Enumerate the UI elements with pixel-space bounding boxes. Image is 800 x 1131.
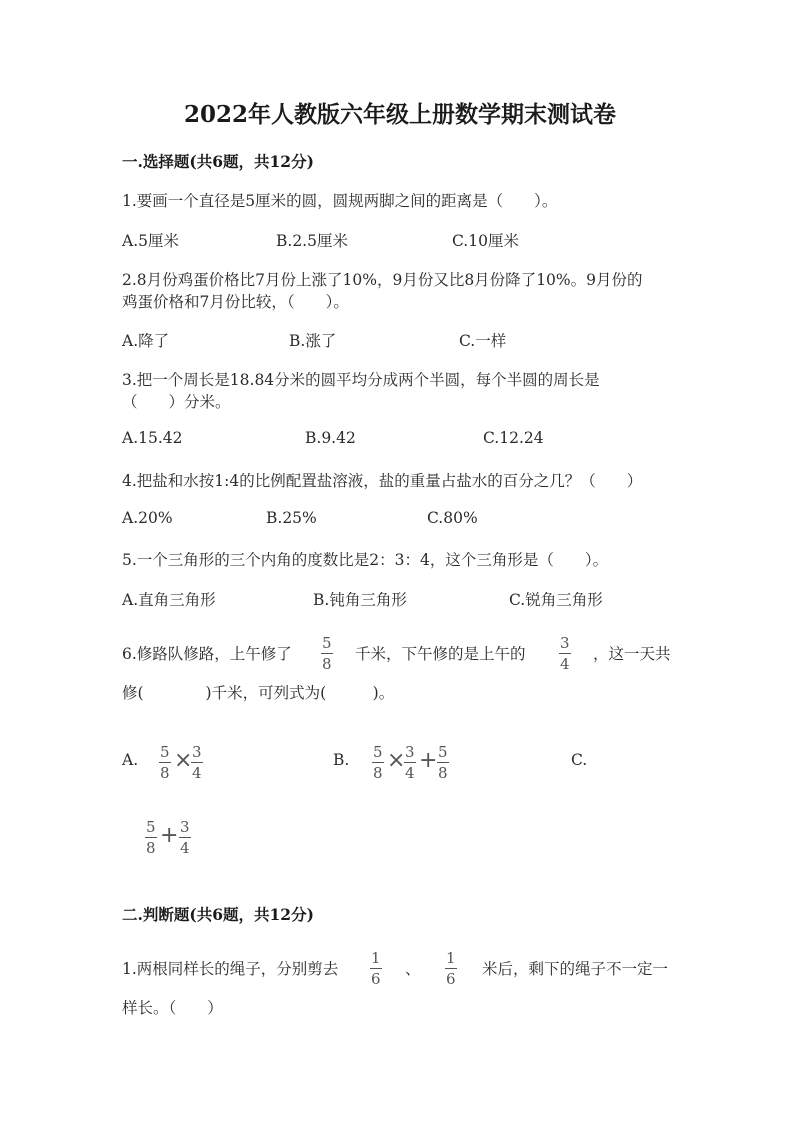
q1-option-c: C.10厘米 [452,232,519,250]
fraction-numerator: 3 [192,743,202,761]
q5-option-a: A.直角三角形 [122,591,216,609]
fraction-denominator: 4 [405,764,415,782]
fraction-denominator: 8 [322,655,332,673]
q2-option-c: C.一样 [459,332,507,350]
fraction-denominator: 4 [192,764,202,782]
question-1-text: 1.要画一个直径是5厘米的圆，圆规两脚之间的距离是（ ）。 [122,192,558,210]
fraction-denominator: 8 [438,764,448,782]
fraction-numerator: 5 [322,634,332,652]
fraction-denominator: 8 [146,839,156,857]
judgement-1-part-1: 1.两根同样长的绳子，分别剪去 [122,960,339,978]
question-6-part-2: 千米，下午修的是上午的 [355,645,526,663]
j1-fraction-2 [444,951,458,987]
judgement-1-line-2: 样长。（ ） [122,999,223,1017]
section-heading-choice: 一.选择题(共6题，共12分) [122,152,314,171]
q6-a-fraction-1 [158,745,172,781]
q6-c-fraction-2 [178,820,192,856]
fraction-denominator: 6 [371,970,381,988]
q6-b-fraction-3 [436,745,450,781]
fraction-numerator: 5 [373,743,383,761]
times-sign: × [387,748,406,773]
q3-option-a: A.15.42 [122,429,183,447]
q3-option-c: C.12.24 [483,429,544,447]
times-sign: × [174,748,193,773]
q2-option-a: A.降了 [122,332,170,350]
question-3-line-2: （ ）分米。 [122,393,231,411]
q6-option-b-label: B. [333,751,350,769]
section-heading-judgement: 二.判断题(共6题，共12分) [122,905,314,924]
fraction-denominator: 4 [560,655,570,673]
q6-option-c-label: C. [571,751,588,769]
q3-option-b: B.9.42 [305,429,356,447]
q6-c-fraction-1 [144,820,158,856]
fraction-denominator: 4 [180,839,190,857]
fraction-numerator: 5 [438,743,448,761]
fraction-denominator: 8 [160,764,170,782]
fraction-numerator: 5 [160,743,170,761]
q2-option-b: B.涨了 [289,332,337,350]
page-title: 2022年人教版六年级上册数学期末测试卷 [183,101,616,128]
q1-option-a: A.5厘米 [122,232,179,250]
question-6-line-2: 修( )千米，可列式为( )。 [122,684,395,702]
q5-option-b: B.钝角三角形 [313,591,407,609]
fraction-numerator: 1 [371,949,381,967]
question-3-line-1: 3.把一个周长是18.84分米的圆平均分成两个半圆，每个半圆的周长是 [122,371,600,389]
fraction-denominator: 8 [373,764,383,782]
fraction-numerator: 3 [180,818,190,836]
q4-option-b: B.25% [266,509,317,527]
q6-fraction-5-8 [320,636,334,672]
q4-option-a: A.20% [122,509,173,527]
q6-a-fraction-2 [190,745,204,781]
question-4-text: 4.把盐和水按1:4的比例配置盐溶液，盐的重量占盐水的百分之几？（ ） [122,472,643,490]
q4-option-c: C.80% [427,509,478,527]
question-2-line-2: 鸡蛋价格和7月份比较，（ ）。 [122,293,349,311]
fraction-numerator: 1 [446,949,456,967]
q6-b-fraction-1 [371,745,385,781]
question-6-part-3: ，这一天共 [593,645,671,663]
q6-option-a-label: A. [122,751,139,769]
question-5-text: 5.一个三角形的三个内角的度数比是2：3：4，这个三角形是（ ）。 [122,551,609,569]
q5-option-c: C.锐角三角形 [509,591,603,609]
fraction-numerator: 3 [405,743,415,761]
question-2-line-1: 2.8月份鸡蛋价格比7月份上涨了10%，9月份又比8月份降了10%。9月份的 [122,271,643,289]
q6-fraction-3-4 [558,636,572,672]
plus-sign: + [419,748,438,773]
q1-option-b: B.2.5厘米 [276,232,348,250]
plus-sign: + [160,823,179,848]
judgement-1-part-3: 米后，剩下的绳子不一定一 [482,960,669,978]
fraction-numerator: 3 [560,634,570,652]
q6-b-fraction-2 [403,745,417,781]
fraction-numerator: 5 [146,818,156,836]
question-6-part-1: 6.修路队修路，上午修了 [122,645,292,663]
fraction-denominator: 6 [446,970,456,988]
judgement-1-separator: 、 [405,960,421,978]
j1-fraction-1 [369,951,383,987]
